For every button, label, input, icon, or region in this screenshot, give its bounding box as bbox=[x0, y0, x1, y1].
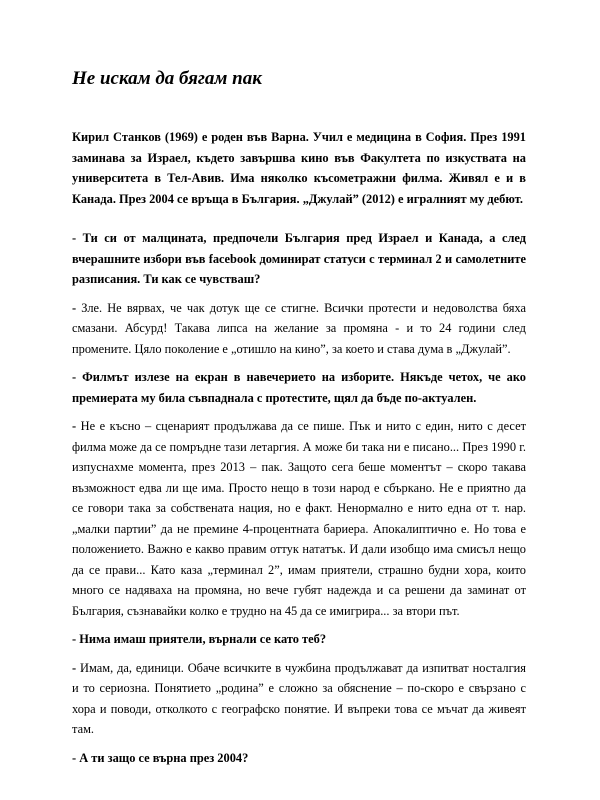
answer-text: Зле. Не вярвах, че чак дотук ще се стигне. Всички протести и недоволства бяха смазани. Абсурд! Такава липса на желание за промяна - и то 24 години след промените. Цяло поколение е „отишло на кино”, за което и става дума в „Джулай”. bbox=[72, 300, 526, 356]
article-title: Не искам да бягам пак bbox=[72, 68, 262, 89]
question-3: - Нима имаш приятели, върнали се като теб? bbox=[72, 632, 327, 646]
answer-text: Не е късно – сценарият продължава да се пише. Пък и нито с един, нито с десет филма може да се помръдне тази летаргия. А може би така ни е писано... През 1990 г. изпуснахме момента, през 2013 – пак. Защото сега беше моментът – скоро такава възможност едва ли ще има. Просто нещо в този народ е сбъркано. Не е приятно да се говори така за собствената нация, но е факт. Ненормално е нито една от т. нар. „малки партии” да не премине 4-процентната бариера. Апокалиптично е. Но това е положението. Важно е какво правим оттук нататък. И дали изобщо има смисъл нещо да се прави... Като каза „терминал 2”, имам приятели, страшно будни хора, които много се надяваха на промяна, но вече губят надежда и са решени да заминат от България, съзнавайки колко е трудно на 45 да се имигрира... за втори път. bbox=[72, 419, 526, 618]
answer-1 bbox=[72, 298, 526, 360]
author-intro: Кирил Станков (1969) е роден във Варна. Учил е медицина в София. През 1991 заминава за Израел, където завършва кино във Факултета по изкуствата на университета в Тел-Авив. Има няколко късометражни филма. Живял е и в Канада. През 2004 се връща в България. „Джулай” (2012) е игралният му дебют. bbox=[72, 130, 526, 206]
question-2: - Филмът излезе на екран в навечерието на изборите. Някъде четох, че ако премиерата му била съвпаднала с протестите, щял да бъде по-актуален. bbox=[72, 370, 526, 405]
answer-text: Имам, да, единици. Обаче всичките в чужбина продължават да изпитват носталгия и то сериозна. Понятието „родина” е сложно за обяснение – по-скоро е свързано с хора и поводи, отколкото с географско понятие. И въпреки това се мъчат да живеят там. bbox=[72, 660, 526, 736]
interview-body bbox=[72, 228, 526, 776]
answer-3 bbox=[72, 658, 526, 740]
answer-2 bbox=[72, 416, 526, 621]
answer-dash: - bbox=[72, 419, 77, 433]
question-1: - Ти си от малцината, предпочели България пред Израел и Канада, а след вчерашните избори във facebook доминират статуси с терминал 2 и самолетните разписания. Ти как се чувстваш? bbox=[72, 231, 526, 286]
question-4: - А ти защо се върна през 2004? bbox=[72, 750, 249, 765]
answer-dash: - bbox=[72, 300, 77, 315]
answer-dash: - bbox=[72, 660, 77, 675]
